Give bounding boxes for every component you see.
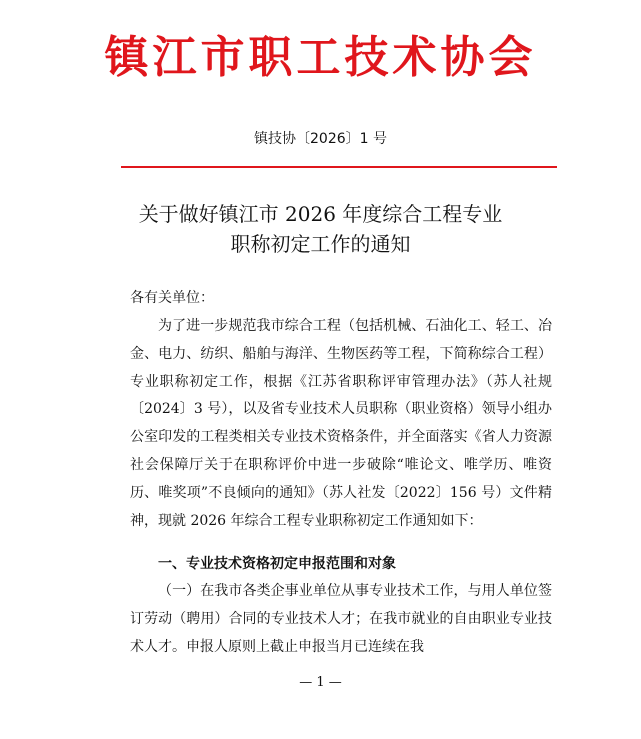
red-divider-line — [121, 166, 557, 168]
document-title-line-2: 职称初定工作的通知 — [230, 232, 411, 256]
document-title — [0, 199, 641, 259]
organization-name-header: 镇江市职工技术协会 — [104, 32, 537, 83]
section-heading-1: 一、专业技术资格初定申报范围和对象 — [158, 556, 396, 572]
body-paragraph-2: （一）在我市各类企事业单位从事专业技术工作，与用人单位签订劳动（聘用）合同的专业技术人才；在我市就业的自由职业专业技术人才。申报人原则上截止申报当月已连续在我 — [130, 583, 552, 655]
document-title-line-1: 关于做好镇江市 2026 年度综合工程专业 — [138, 202, 503, 226]
page-number: — 1 — — [299, 675, 342, 690]
body-paragraph-1: 为了进一步规范我市综合工程（包括机械、石油化工、轻工、冶金、电力、纺织、船舶与海洋、生物医药等工程，下简称综合工程）专业职称初定工作，根据《江苏省职称评审管理办法》（苏人社规〔2024〕3 号），以及省专业技术人员职称（职业资格）领导小组办公室印发的工程类相关专业技术资格条件，并全面落实《省人力资源社会保障厅关于在职称评价中进一步破除“唯论文、唯学历、唯资历、唯奖项”不良倾向的通知》（苏人社发〔2022〕156 号）文件精神，现就 2026 年综合工程专业职称初定工作通知如下： — [130, 318, 552, 529]
salutation: 各有关单位： — [130, 290, 214, 306]
document-number: 镇技协〔2026〕1 号 — [254, 131, 387, 147]
